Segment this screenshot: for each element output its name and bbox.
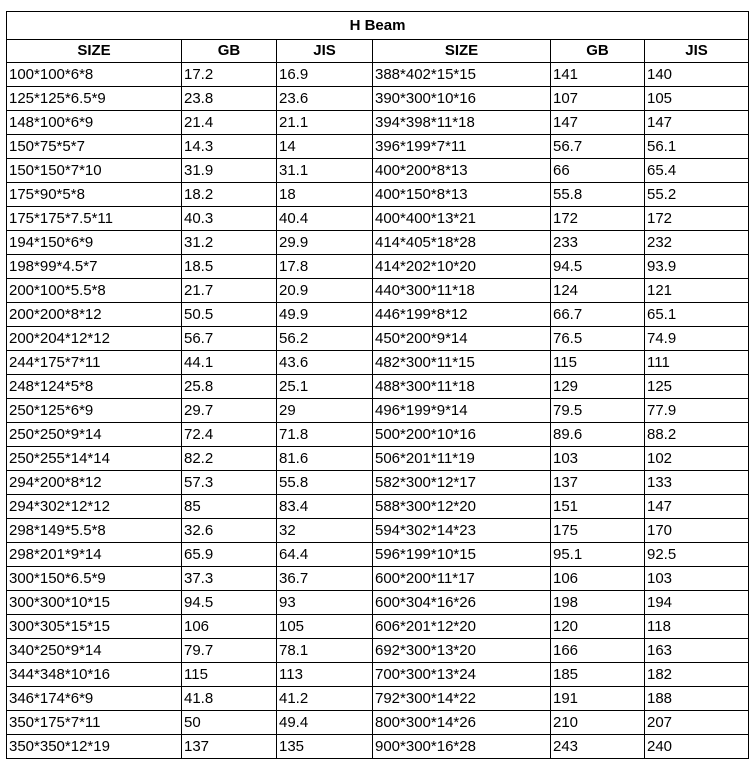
size-left-cell: 150*75*5*7 bbox=[7, 135, 182, 159]
table-row bbox=[7, 303, 749, 327]
table-row bbox=[7, 231, 749, 255]
gb-right-cell: 243 bbox=[551, 735, 645, 759]
size-left-cell: 294*200*8*12 bbox=[7, 471, 182, 495]
gb-left-cell: 23.8 bbox=[182, 87, 277, 111]
gb-right-cell: 66 bbox=[551, 159, 645, 183]
jis-left-cell: 49.4 bbox=[277, 711, 373, 735]
header-size-left: SIZE bbox=[7, 40, 182, 63]
size-right-cell: 450*200*9*14 bbox=[373, 327, 551, 351]
size-right-cell: 506*201*11*19 bbox=[373, 447, 551, 471]
size-left-cell: 148*100*6*9 bbox=[7, 111, 182, 135]
table-row bbox=[7, 183, 749, 207]
jis-right-cell: 77.9 bbox=[645, 399, 749, 423]
gb-right-cell: 129 bbox=[551, 375, 645, 399]
gb-left-cell: 32.6 bbox=[182, 519, 277, 543]
jis-left-cell: 20.9 bbox=[277, 279, 373, 303]
size-right-cell: 600*304*16*26 bbox=[373, 591, 551, 615]
jis-left-cell: 81.6 bbox=[277, 447, 373, 471]
size-right-cell: 594*302*14*23 bbox=[373, 519, 551, 543]
size-right-cell: 606*201*12*20 bbox=[373, 615, 551, 639]
gb-left-cell: 41.8 bbox=[182, 687, 277, 711]
size-right-cell: 488*300*11*18 bbox=[373, 375, 551, 399]
size-right-cell: 414*405*18*28 bbox=[373, 231, 551, 255]
header-gb-left: GB bbox=[182, 40, 277, 63]
jis-right-cell: 147 bbox=[645, 495, 749, 519]
gb-left-cell: 57.3 bbox=[182, 471, 277, 495]
gb-right-cell: 79.5 bbox=[551, 399, 645, 423]
jis-right-cell: 65.1 bbox=[645, 303, 749, 327]
jis-left-cell: 14 bbox=[277, 135, 373, 159]
gb-left-cell: 79.7 bbox=[182, 639, 277, 663]
size-right-cell: 388*402*15*15 bbox=[373, 63, 551, 87]
header-jis-right: JIS bbox=[645, 40, 749, 63]
size-left-cell: 200*100*5.5*8 bbox=[7, 279, 182, 303]
size-right-cell: 400*200*8*13 bbox=[373, 159, 551, 183]
size-right-cell: 700*300*13*24 bbox=[373, 663, 551, 687]
gb-left-cell: 115 bbox=[182, 663, 277, 687]
gb-left-cell: 21.4 bbox=[182, 111, 277, 135]
jis-left-cell: 16.9 bbox=[277, 63, 373, 87]
jis-left-cell: 23.6 bbox=[277, 87, 373, 111]
table-row bbox=[7, 663, 749, 687]
jis-right-cell: 170 bbox=[645, 519, 749, 543]
table-row bbox=[7, 135, 749, 159]
header-jis-left: JIS bbox=[277, 40, 373, 63]
size-right-cell: 482*300*11*15 bbox=[373, 351, 551, 375]
gb-right-cell: 191 bbox=[551, 687, 645, 711]
size-right-cell: 600*200*11*17 bbox=[373, 567, 551, 591]
table-row bbox=[7, 87, 749, 111]
jis-left-cell: 105 bbox=[277, 615, 373, 639]
gb-left-cell: 44.1 bbox=[182, 351, 277, 375]
gb-right-cell: 175 bbox=[551, 519, 645, 543]
gb-right-cell: 76.5 bbox=[551, 327, 645, 351]
table-row bbox=[7, 327, 749, 351]
gb-right-cell: 151 bbox=[551, 495, 645, 519]
jis-left-cell: 93 bbox=[277, 591, 373, 615]
jis-left-cell: 29 bbox=[277, 399, 373, 423]
table-row bbox=[7, 63, 749, 87]
jis-right-cell: 103 bbox=[645, 567, 749, 591]
size-right-cell: 500*200*10*16 bbox=[373, 423, 551, 447]
jis-left-cell: 135 bbox=[277, 735, 373, 759]
gb-left-cell: 106 bbox=[182, 615, 277, 639]
jis-left-cell: 32 bbox=[277, 519, 373, 543]
jis-left-cell: 41.2 bbox=[277, 687, 373, 711]
size-right-cell: 440*300*11*18 bbox=[373, 279, 551, 303]
size-left-cell: 250*255*14*14 bbox=[7, 447, 182, 471]
table-row bbox=[7, 207, 749, 231]
size-left-cell: 294*302*12*12 bbox=[7, 495, 182, 519]
jis-right-cell: 121 bbox=[645, 279, 749, 303]
size-right-cell: 800*300*14*26 bbox=[373, 711, 551, 735]
jis-left-cell: 64.4 bbox=[277, 543, 373, 567]
gb-left-cell: 31.2 bbox=[182, 231, 277, 255]
gb-right-cell: 120 bbox=[551, 615, 645, 639]
jis-right-cell: 118 bbox=[645, 615, 749, 639]
size-right-cell: 900*300*16*28 bbox=[373, 735, 551, 759]
table-row bbox=[7, 591, 749, 615]
jis-right-cell: 102 bbox=[645, 447, 749, 471]
size-left-cell: 244*175*7*11 bbox=[7, 351, 182, 375]
size-left-cell: 250*250*9*14 bbox=[7, 423, 182, 447]
gb-right-cell: 137 bbox=[551, 471, 645, 495]
gb-left-cell: 85 bbox=[182, 495, 277, 519]
gb-right-cell: 56.7 bbox=[551, 135, 645, 159]
table-row bbox=[7, 567, 749, 591]
header-row bbox=[7, 40, 749, 63]
size-left-cell: 250*125*6*9 bbox=[7, 399, 182, 423]
gb-left-cell: 14.3 bbox=[182, 135, 277, 159]
size-left-cell: 300*300*10*15 bbox=[7, 591, 182, 615]
size-left-cell: 200*200*8*12 bbox=[7, 303, 182, 327]
gb-right-cell: 107 bbox=[551, 87, 645, 111]
gb-right-cell: 172 bbox=[551, 207, 645, 231]
jis-right-cell: 111 bbox=[645, 351, 749, 375]
size-left-cell: 200*204*12*12 bbox=[7, 327, 182, 351]
size-left-cell: 175*175*7.5*11 bbox=[7, 207, 182, 231]
gb-right-cell: 210 bbox=[551, 711, 645, 735]
size-left-cell: 248*124*5*8 bbox=[7, 375, 182, 399]
table-row bbox=[7, 615, 749, 639]
jis-right-cell: 93.9 bbox=[645, 255, 749, 279]
jis-right-cell: 163 bbox=[645, 639, 749, 663]
h-beam-table-container bbox=[6, 11, 748, 759]
table-row bbox=[7, 255, 749, 279]
jis-left-cell: 31.1 bbox=[277, 159, 373, 183]
table-row bbox=[7, 471, 749, 495]
jis-right-cell: 125 bbox=[645, 375, 749, 399]
size-right-cell: 390*300*10*16 bbox=[373, 87, 551, 111]
gb-left-cell: 65.9 bbox=[182, 543, 277, 567]
jis-right-cell: 188 bbox=[645, 687, 749, 711]
table-row bbox=[7, 111, 749, 135]
gb-right-cell: 233 bbox=[551, 231, 645, 255]
size-left-cell: 198*99*4.5*7 bbox=[7, 255, 182, 279]
header-gb-right: GB bbox=[551, 40, 645, 63]
jis-right-cell: 172 bbox=[645, 207, 749, 231]
jis-left-cell: 83.4 bbox=[277, 495, 373, 519]
jis-right-cell: 194 bbox=[645, 591, 749, 615]
jis-left-cell: 71.8 bbox=[277, 423, 373, 447]
gb-left-cell: 17.2 bbox=[182, 63, 277, 87]
jis-right-cell: 56.1 bbox=[645, 135, 749, 159]
gb-right-cell: 115 bbox=[551, 351, 645, 375]
gb-left-cell: 50 bbox=[182, 711, 277, 735]
gb-right-cell: 94.5 bbox=[551, 255, 645, 279]
jis-right-cell: 207 bbox=[645, 711, 749, 735]
gb-left-cell: 18.5 bbox=[182, 255, 277, 279]
jis-right-cell: 140 bbox=[645, 63, 749, 87]
table-row bbox=[7, 543, 749, 567]
table-row bbox=[7, 351, 749, 375]
table-row bbox=[7, 279, 749, 303]
size-left-cell: 175*90*5*8 bbox=[7, 183, 182, 207]
table-row bbox=[7, 735, 749, 759]
gb-left-cell: 56.7 bbox=[182, 327, 277, 351]
gb-right-cell: 89.6 bbox=[551, 423, 645, 447]
size-right-cell: 588*300*12*20 bbox=[373, 495, 551, 519]
gb-right-cell: 166 bbox=[551, 639, 645, 663]
gb-left-cell: 37.3 bbox=[182, 567, 277, 591]
jis-right-cell: 65.4 bbox=[645, 159, 749, 183]
size-right-cell: 792*300*14*22 bbox=[373, 687, 551, 711]
jis-right-cell: 92.5 bbox=[645, 543, 749, 567]
gb-right-cell: 103 bbox=[551, 447, 645, 471]
jis-left-cell: 49.9 bbox=[277, 303, 373, 327]
gb-right-cell: 185 bbox=[551, 663, 645, 687]
jis-left-cell: 21.1 bbox=[277, 111, 373, 135]
gb-left-cell: 82.2 bbox=[182, 447, 277, 471]
table-row bbox=[7, 495, 749, 519]
gb-left-cell: 25.8 bbox=[182, 375, 277, 399]
table-row bbox=[7, 423, 749, 447]
table-row bbox=[7, 447, 749, 471]
gb-right-cell: 147 bbox=[551, 111, 645, 135]
size-right-cell: 394*398*11*18 bbox=[373, 111, 551, 135]
size-left-cell: 298*149*5.5*8 bbox=[7, 519, 182, 543]
size-left-cell: 300*150*6.5*9 bbox=[7, 567, 182, 591]
gb-right-cell: 141 bbox=[551, 63, 645, 87]
jis-left-cell: 43.6 bbox=[277, 351, 373, 375]
jis-left-cell: 56.2 bbox=[277, 327, 373, 351]
jis-left-cell: 55.8 bbox=[277, 471, 373, 495]
size-left-cell: 100*100*6*8 bbox=[7, 63, 182, 87]
size-left-cell: 346*174*6*9 bbox=[7, 687, 182, 711]
size-right-cell: 596*199*10*15 bbox=[373, 543, 551, 567]
size-right-cell: 496*199*9*14 bbox=[373, 399, 551, 423]
jis-left-cell: 25.1 bbox=[277, 375, 373, 399]
gb-right-cell: 198 bbox=[551, 591, 645, 615]
jis-right-cell: 232 bbox=[645, 231, 749, 255]
table-row bbox=[7, 399, 749, 423]
size-left-cell: 194*150*6*9 bbox=[7, 231, 182, 255]
gb-left-cell: 40.3 bbox=[182, 207, 277, 231]
gb-left-cell: 137 bbox=[182, 735, 277, 759]
gb-right-cell: 55.8 bbox=[551, 183, 645, 207]
jis-right-cell: 105 bbox=[645, 87, 749, 111]
gb-right-cell: 106 bbox=[551, 567, 645, 591]
gb-right-cell: 124 bbox=[551, 279, 645, 303]
jis-right-cell: 55.2 bbox=[645, 183, 749, 207]
size-left-cell: 300*305*15*15 bbox=[7, 615, 182, 639]
jis-left-cell: 113 bbox=[277, 663, 373, 687]
table-row bbox=[7, 519, 749, 543]
gb-left-cell: 31.9 bbox=[182, 159, 277, 183]
table-row bbox=[7, 159, 749, 183]
gb-left-cell: 29.7 bbox=[182, 399, 277, 423]
title-row bbox=[7, 12, 749, 40]
h-beam-table bbox=[6, 11, 749, 759]
jis-left-cell: 17.8 bbox=[277, 255, 373, 279]
jis-right-cell: 133 bbox=[645, 471, 749, 495]
jis-left-cell: 29.9 bbox=[277, 231, 373, 255]
gb-left-cell: 72.4 bbox=[182, 423, 277, 447]
gb-left-cell: 50.5 bbox=[182, 303, 277, 327]
size-right-cell: 400*150*8*13 bbox=[373, 183, 551, 207]
size-right-cell: 582*300*12*17 bbox=[373, 471, 551, 495]
table-row bbox=[7, 687, 749, 711]
size-right-cell: 414*202*10*20 bbox=[373, 255, 551, 279]
size-left-cell: 125*125*6.5*9 bbox=[7, 87, 182, 111]
size-left-cell: 344*348*10*16 bbox=[7, 663, 182, 687]
jis-right-cell: 240 bbox=[645, 735, 749, 759]
size-right-cell: 400*400*13*21 bbox=[373, 207, 551, 231]
table-row bbox=[7, 375, 749, 399]
jis-right-cell: 88.2 bbox=[645, 423, 749, 447]
size-left-cell: 340*250*9*14 bbox=[7, 639, 182, 663]
jis-left-cell: 36.7 bbox=[277, 567, 373, 591]
size-right-cell: 692*300*13*20 bbox=[373, 639, 551, 663]
header-size-right: SIZE bbox=[373, 40, 551, 63]
gb-left-cell: 18.2 bbox=[182, 183, 277, 207]
table-row bbox=[7, 711, 749, 735]
size-right-cell: 446*199*8*12 bbox=[373, 303, 551, 327]
jis-right-cell: 182 bbox=[645, 663, 749, 687]
size-left-cell: 350*175*7*11 bbox=[7, 711, 182, 735]
gb-left-cell: 21.7 bbox=[182, 279, 277, 303]
table-body bbox=[7, 63, 749, 759]
size-left-cell: 350*350*12*19 bbox=[7, 735, 182, 759]
size-right-cell: 396*199*7*11 bbox=[373, 135, 551, 159]
jis-right-cell: 74.9 bbox=[645, 327, 749, 351]
table-title: H Beam bbox=[7, 12, 749, 40]
gb-left-cell: 94.5 bbox=[182, 591, 277, 615]
jis-left-cell: 18 bbox=[277, 183, 373, 207]
gb-right-cell: 95.1 bbox=[551, 543, 645, 567]
jis-right-cell: 147 bbox=[645, 111, 749, 135]
size-left-cell: 298*201*9*14 bbox=[7, 543, 182, 567]
jis-left-cell: 40.4 bbox=[277, 207, 373, 231]
size-left-cell: 150*150*7*10 bbox=[7, 159, 182, 183]
gb-right-cell: 66.7 bbox=[551, 303, 645, 327]
jis-left-cell: 78.1 bbox=[277, 639, 373, 663]
table-row bbox=[7, 639, 749, 663]
